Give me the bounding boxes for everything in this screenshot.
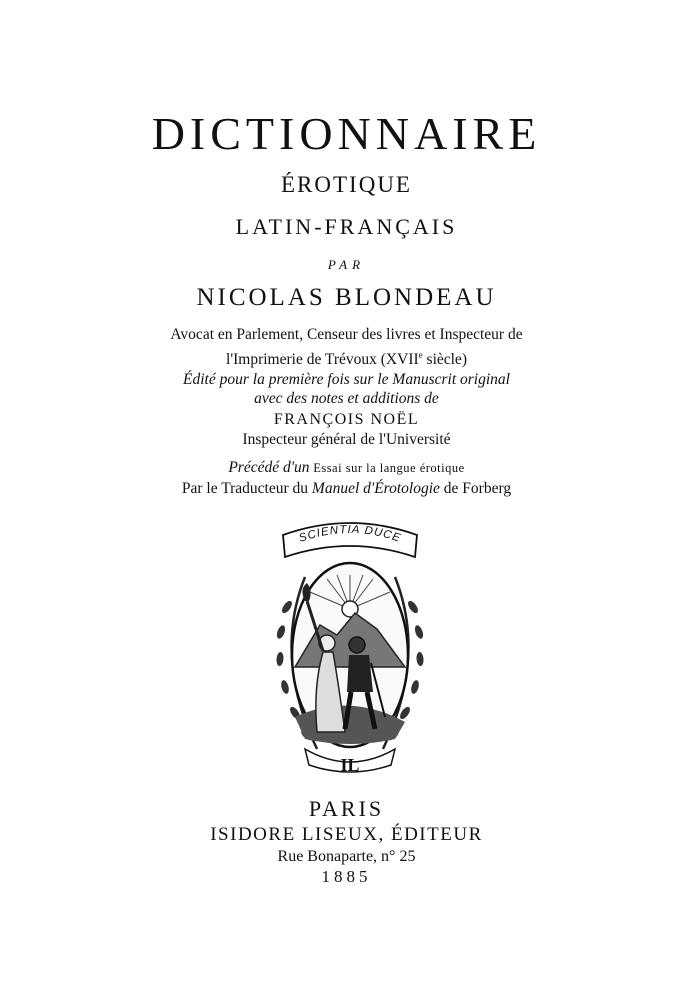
preface-intro: Précédé d'un (228, 459, 310, 476)
book-subtitle-erotique: ÉROTIQUE (281, 172, 412, 197)
author-description-line2-text: l'Imprimerie de Trévoux (XVII (226, 351, 419, 369)
editor-role: Inspecteur général de l'Université (242, 431, 451, 448)
preface-line1 (0, 458, 693, 478)
preface-essay-title: Essai sur la langue érotique (309, 461, 465, 475)
publisher-emblem (265, 517, 435, 779)
preface-translator: Par le Traducteur du (181, 480, 312, 497)
author-description-line2-end: siècle) (422, 351, 467, 369)
imprint-address: Rue Bonaparte, n° 25 (277, 848, 416, 865)
imprint-publisher: ISIDORE LISEUX, ÉDITEUR (210, 824, 483, 845)
imprint-year: 1885 (321, 867, 372, 886)
preface-forberg: de Forberg (439, 480, 512, 497)
monogram-text: IL (340, 755, 360, 775)
edition-note-line1: Édité pour la première fois sur le Manuscrit original (183, 371, 510, 388)
preface-manual-title: Manuel d'Érotologie (311, 480, 440, 497)
preface-line2 (0, 479, 693, 499)
editor-name: FRANÇOIS NOËL (273, 411, 420, 428)
motto-text: SCIENTIA DUCE (297, 523, 403, 545)
author-description-line1: Avocat en Parlement, Censeur des livres et Inspecteur de (170, 326, 523, 343)
by-label: PAR (327, 257, 366, 272)
author-name: NICOLAS BLONDEAU (196, 284, 497, 311)
century-superscript: e (418, 350, 423, 360)
book-subtitle-languages: LATIN-FRANÇAIS (235, 214, 458, 239)
author-description-line2 (0, 345, 693, 370)
book-title: DICTIONNAIRE (151, 108, 542, 159)
edition-note-line2: avec des notes et additions de (254, 390, 439, 407)
imprint-city: PARIS (308, 796, 385, 821)
